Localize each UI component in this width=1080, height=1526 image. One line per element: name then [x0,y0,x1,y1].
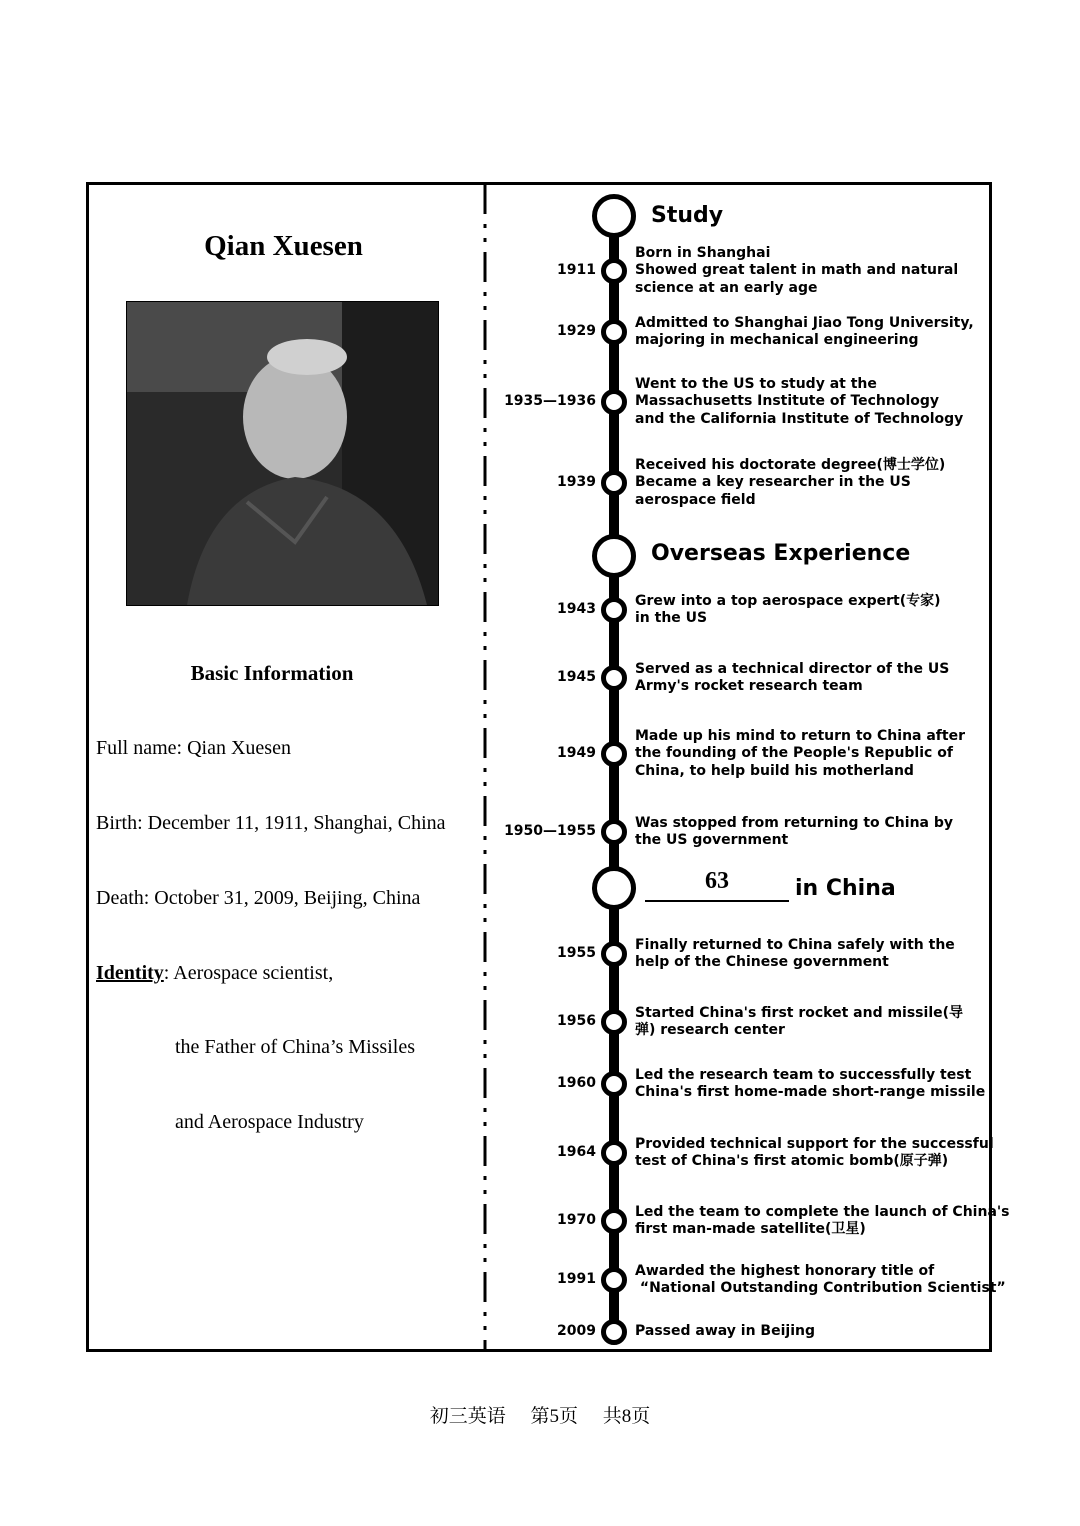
timeline-dot [601,597,627,623]
timeline-dot [601,665,627,691]
event-line: Was stopped from returning to China by [635,814,954,831]
event-description [635,815,980,850]
timeline-dot [601,470,627,496]
event-line: aerospace field [635,491,756,508]
event-line: Army's rocket research team [635,678,863,694]
event-description [635,1323,980,1341]
identity-info [96,962,333,985]
event-line: Became a key researcher in the US [635,474,911,491]
timeline-dot [601,258,627,284]
event-year: 1929 [557,323,596,339]
timeline-dot [601,1208,627,1234]
event-year: 1960 [557,1075,596,1091]
timeline-dot [601,389,627,415]
timeline-dot [601,941,627,967]
event-line: Served as a technical director of the US [635,660,950,677]
section-study: Study [651,203,724,228]
event-line: and the California Institute of Technology [635,410,964,427]
timeline-dot [601,1071,627,1097]
portrait-image [127,302,438,605]
event-line: China, to help build his motherland [635,762,914,779]
event-year: 1955 [557,945,596,961]
event-year: 1911 [557,262,596,278]
timeline-dot [601,819,627,845]
timeline-dot [601,1267,627,1293]
event-description [635,1005,980,1040]
full-name: Full name: Qian Xuesen [96,737,291,759]
footer-page: 第5页 [530,1406,578,1427]
timeline-dot [601,1319,627,1345]
birth-info: Birth: December 11, 1911, Shanghai, China [96,812,446,834]
event-line: China's first home-made short-range missile [635,1084,986,1100]
basic-info-heading: Basic Information [190,661,354,685]
event-line: the US government [635,832,789,848]
event-year: 2009 [557,1323,596,1339]
event-year: 1949 [557,745,596,761]
event-line: Started China's first rocket and missile(导 [635,1004,964,1021]
event-line: Received his doctorate degree(博士学位) [635,456,946,473]
event-year: 1950—1955 [504,823,596,839]
event-line: Showed great talent in math and natural [635,262,959,279]
event-line: Massachusetts Institute of Technology [635,393,940,410]
section-node-china [592,866,636,910]
portrait-photo [126,301,439,606]
identity-text: : Aerospace scientist, [163,962,334,984]
event-line: Passed away in Beijing [635,1323,815,1340]
event-year: 1991 [557,1271,596,1287]
event-description [635,1135,994,1171]
event-line: Went to the US to study at the [635,375,877,392]
event-line: test of China's first atomic bomb(原子弹) [635,1153,949,1169]
event-line: Admitted to Shanghai Jiao Tong University, [635,314,974,331]
event-line: Led the research team to successfully test [635,1066,972,1083]
identity-line-2: the Father of China’s Missiles [175,1036,415,1058]
event-description [635,728,980,781]
event-year: 1945 [557,669,596,685]
event-description [635,661,980,696]
footer-total: 共8页 [602,1406,651,1427]
blank-line [645,900,789,902]
event-description [635,315,980,350]
death-info: Death: October 31, 2009, Beijing, China [96,887,421,909]
timeline-line [609,196,619,1338]
event-description [635,1203,1010,1239]
person-title: Qian Xuesen [204,230,363,262]
event-description [635,937,980,972]
timeline-dot [601,319,627,345]
event-line: science at an early age [635,279,818,296]
event-line: Finally returned to China safely with the [635,936,955,953]
event-line: majoring in mechanical engineering [635,332,919,348]
event-line: first man-made satellite(卫星) [635,1221,866,1237]
identity-line-3: and Aerospace Industry [175,1111,364,1133]
event-description [635,245,980,298]
event-description [635,1262,1006,1298]
timeline-dot [601,1140,627,1166]
timeline-dot [601,741,627,767]
blank-answer: 63 [705,868,729,894]
event-year: 1943 [557,601,596,617]
event-description [635,457,980,510]
section-china: in China [795,876,896,901]
section-node-overseas [592,534,636,578]
event-line: Made up his mind to return to China after [635,727,965,744]
event-year: 1964 [557,1144,596,1160]
event-line: “National Outstanding Contribution Scientist” [635,1280,1006,1296]
event-line: 弹) research center [635,1022,785,1038]
event-description [635,1066,986,1102]
page-footer [0,1401,1080,1428]
event-line: Born in Shanghai [635,244,771,261]
event-year: 1939 [557,474,596,490]
event-line: Grew into a top aerospace expert(专家) [635,592,941,609]
section-node-study [592,194,636,238]
event-description [635,593,980,628]
section-overseas: Overseas Experience [651,541,911,566]
event-line: the founding of the People's Republic of [635,745,953,762]
timeline-dot [601,1009,627,1035]
event-description [635,376,980,429]
event-line: help of the Chinese government [635,954,889,970]
event-line: in the US [635,610,708,626]
event-line: Awarded the highest honorary title of [635,1262,935,1279]
event-line: Provided technical support for the successful [635,1135,994,1152]
event-line: Led the team to complete the launch of China's [635,1203,1010,1220]
dashed-divider [482,184,488,1350]
event-year: 1970 [557,1212,596,1228]
event-year: 1956 [557,1013,596,1029]
footer-subject: 初三英语 [429,1406,506,1427]
identity-label: Identity [96,962,164,984]
event-year: 1935—1936 [504,393,596,409]
